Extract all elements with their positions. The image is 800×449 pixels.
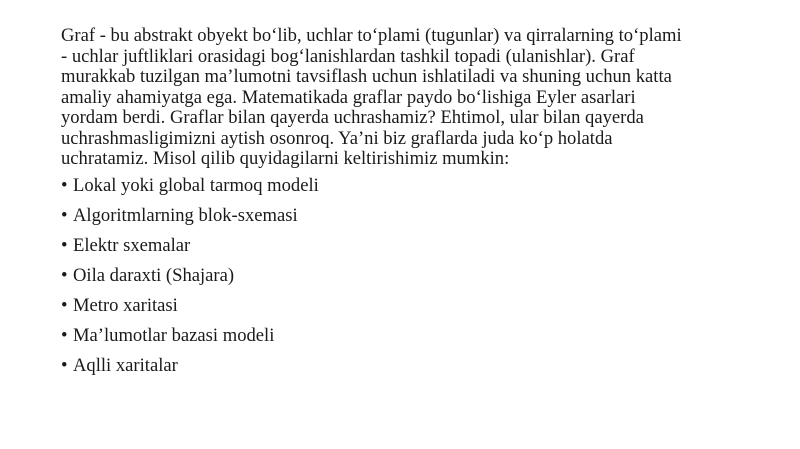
bullet-marker: • — [61, 234, 68, 256]
bullet-marker: • — [61, 355, 68, 377]
list-item-text: Lokal yoki global tarmoq modeli — [73, 174, 319, 196]
list-item — [61, 206, 751, 227]
intro-paragraph: Graf - bu abstrakt obyekt bo‘lib, uchlar to‘plami (tugunlar) va qirralarning to‘plami - uchlar juftliklari orasidagi bog‘lanishlardan tashkil topadi (ulanishlar). Graf murakkab tuzilgan ma’lumotni tavsiflash uchun ishlatiladi va shuning uchun katta amaliy ahamiyatga ega. Matematikada graflar paydo bo‘lishiga Eyler asarlari yordam berdi. Graflar bilan qayerda uchrashamiz? Ehtimol, ular bilan qayerda uchrashmasligimizni aytish osonroq. Ya’ni biz graflarda juda ko‘p holatda uchratamiz. Misol qilib quyidagilarni keltirishimiz mumkin: — [61, 25, 682, 169]
list-item-text: Elektr sxemalar — [73, 234, 191, 256]
bullet-marker: • — [61, 174, 68, 196]
list-item — [61, 296, 751, 317]
bullet-marker: • — [61, 294, 68, 316]
list-item-text: Algoritmlarning blok-sxemasi — [73, 204, 298, 226]
bullet-marker: • — [61, 204, 68, 226]
list-item-text: Metro xaritasi — [73, 294, 178, 316]
list-item-text: Aqlli xaritalar — [73, 355, 178, 377]
list-item-text: Ma’lumotlar bazasi modeli — [73, 324, 275, 346]
list-item-text: Oila daraxti (Shajara) — [73, 264, 235, 286]
list-item — [61, 176, 751, 197]
slide-content — [61, 26, 751, 386]
list-item — [61, 326, 751, 347]
list-item — [61, 236, 751, 257]
bullet-marker: • — [61, 264, 68, 286]
bullet-list — [61, 176, 751, 377]
list-item — [61, 356, 751, 377]
bullet-marker: • — [61, 324, 68, 346]
list-item — [61, 266, 751, 287]
